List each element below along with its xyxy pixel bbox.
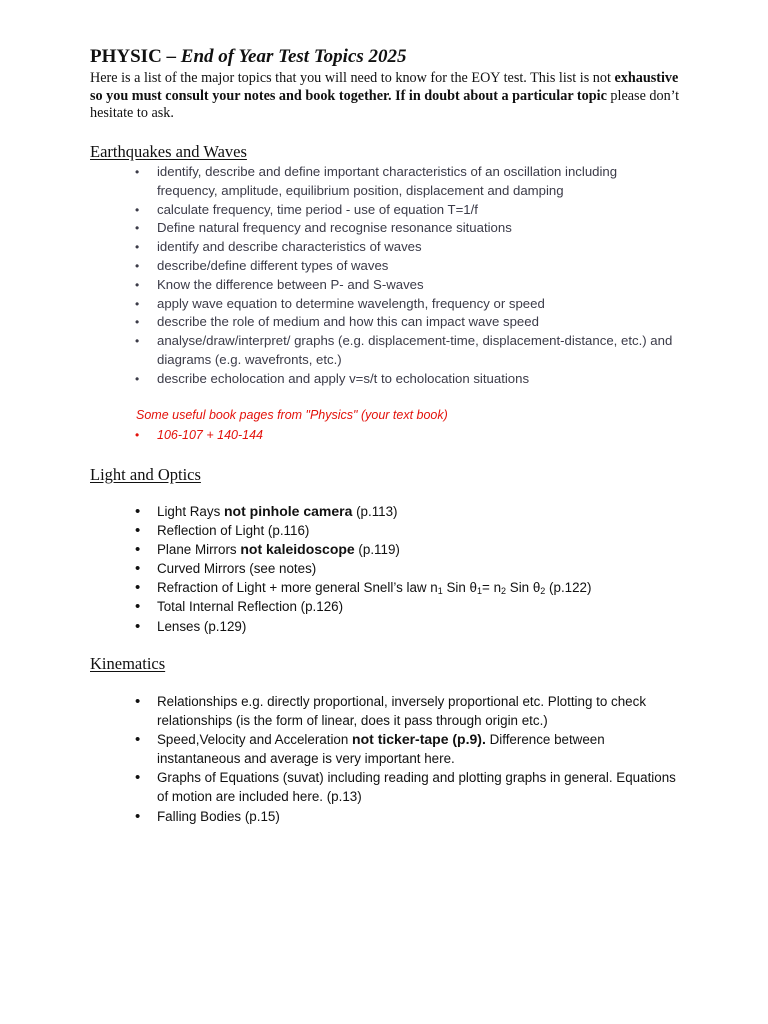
list-item [0, 332, 677, 370]
list-item-text: Lenses (p.129) [157, 618, 247, 634]
list-item-text: Know the difference between P- and S-waves [157, 276, 424, 292]
list-item [0, 807, 677, 826]
list-item [0, 426, 677, 444]
bullet-icon: • [135, 202, 140, 217]
subscript: 2 [501, 586, 507, 597]
list-item-bold-text: not kaleidoscope [240, 541, 355, 558]
list-item-text: Graphs of Equations (suvat) including reading and plotting graphs in general. Equations of motion are included here. (p.13) [157, 770, 676, 805]
list-item-text: Difference between instantaneous and average is very important here. [157, 732, 605, 767]
list-item-text: Falling Bodies (p.15) [157, 808, 280, 824]
formula-text: = n [482, 580, 502, 596]
bullet-icon: • [135, 296, 140, 311]
list-item [0, 276, 677, 295]
list-item-text: Define natural frequency and recognise resonance situations [157, 220, 512, 236]
intro-paragraph [90, 70, 690, 123]
list-item-text: describe/define different types of waves [157, 257, 389, 273]
list-item-text: Curved Mirrors (see notes) [157, 561, 317, 577]
page-reference: (p.113) [352, 504, 398, 519]
bullet-icon: • [135, 598, 141, 616]
intro-bold-text: exhaustive so you must consult your notes and book together. If in doubt about a particular topic [90, 70, 679, 104]
list-item-text: Light Rays [157, 504, 224, 519]
list-item [0, 502, 677, 521]
list-item [0, 521, 677, 540]
formula-text: Sin θ [442, 580, 478, 596]
page-reference: (p.122) [545, 580, 592, 596]
list-item-bold-text: not pinhole camera [224, 503, 353, 519]
bullet-icon: • [135, 165, 140, 179]
list-item-text: apply wave equation to determine wavelength, frequency or speed [157, 295, 545, 311]
bullet-icon: • [135, 693, 141, 710]
intro-text-1: Here is a list of the major topics that you will need to know for the EOY test. This list is not [90, 70, 615, 86]
section-heading-waves: Earthquakes and Waves [90, 142, 247, 161]
list-item [0, 540, 677, 559]
list-item-text: Reflection of Light (p.116) [157, 523, 310, 539]
list-item-text: Refraction of Light + more general Snell’s law n [157, 580, 438, 596]
formula-text: Sin θ [506, 580, 541, 596]
bullet-icon: • [135, 258, 140, 273]
bullet-icon: • [135, 731, 141, 749]
list-item-text: calculate frequency, time period - use of equation T=1/f [157, 201, 478, 217]
subscript: 1 [437, 586, 443, 597]
intro-text-2: please don’t hesitate to ask. [90, 87, 680, 121]
list-item-text: Relationships e.g. directly proportional, inversely proportional etc. Plotting to check relationships (is the form of linear, does it pass through origin etc.) [157, 694, 647, 729]
list-item-text: analyse/draw/interpret/ graphs (e.g. displacement-time, displacement-distance, etc.) and diagrams (e.g. wavefronts, etc.) [157, 333, 673, 367]
list-item [0, 238, 677, 257]
list-item [0, 768, 677, 806]
bullet-icon: • [135, 240, 140, 255]
bullet-icon: • [135, 315, 140, 330]
list-item [0, 597, 677, 616]
subscript: 1 [477, 586, 483, 597]
book-pages-note: Some useful book pages from "Physics" (your text book) [136, 408, 448, 422]
list-item-text: describe echolocation and apply v=s/t to echolocation situations [157, 370, 530, 386]
waves-topic-list [0, 163, 677, 389]
list-item [0, 201, 677, 220]
kinematics-topic-list [0, 692, 677, 826]
book-pages-value: 106-107 + 140-144 [157, 428, 263, 442]
list-item-text: Speed,Velocity and Acceleration [157, 732, 353, 748]
list-item-text: Total Internal Reflection (p.126) [157, 599, 344, 615]
list-item [0, 219, 677, 238]
book-pages-list [0, 426, 677, 444]
section-heading-optics: Light and Optics [90, 465, 201, 484]
list-item [0, 730, 677, 768]
bullet-icon: • [135, 371, 140, 386]
list-item [0, 163, 677, 201]
list-item-text: describe the role of medium and how this can impact wave speed [157, 314, 539, 330]
bullet-icon: • [135, 807, 141, 825]
document-title [90, 46, 407, 68]
section-heading-kinematics: Kinematics [90, 654, 166, 673]
bullet-icon: • [135, 617, 141, 635]
bullet-icon: • [135, 503, 141, 520]
list-item-text: identify, describe and define important characteristics of an oscillation including frequency, amplitude, equilibrium position, displacement and damping [157, 164, 618, 198]
bullet-icon: • [135, 221, 140, 236]
title-subtitle: End of Year Test Topics 2025 [180, 46, 407, 67]
bullet-icon: • [135, 579, 141, 597]
bullet-icon: • [135, 522, 141, 540]
list-item-text: identify and describe characteristics of waves [157, 239, 422, 255]
title-main: PHYSIC – [90, 46, 181, 67]
list-item [0, 257, 677, 276]
bullet-icon: • [135, 769, 141, 787]
list-item-bold-text: not ticker-tape (p.9). [352, 731, 486, 748]
bullet-icon: • [135, 428, 140, 442]
bullet-icon: • [135, 560, 141, 578]
list-item [0, 692, 677, 730]
subscript: 2 [540, 586, 546, 597]
list-item [0, 617, 677, 636]
list-item [0, 295, 677, 314]
bullet-icon: • [135, 277, 140, 292]
list-item [0, 370, 677, 389]
optics-topic-list [0, 502, 677, 636]
list-item [0, 313, 677, 332]
bullet-icon: • [135, 334, 140, 349]
list-item [0, 559, 677, 578]
list-item [0, 578, 677, 597]
page-reference: (p.119) [354, 542, 400, 558]
list-item-text: Plane Mirrors [157, 542, 241, 558]
bullet-icon: • [135, 541, 141, 559]
